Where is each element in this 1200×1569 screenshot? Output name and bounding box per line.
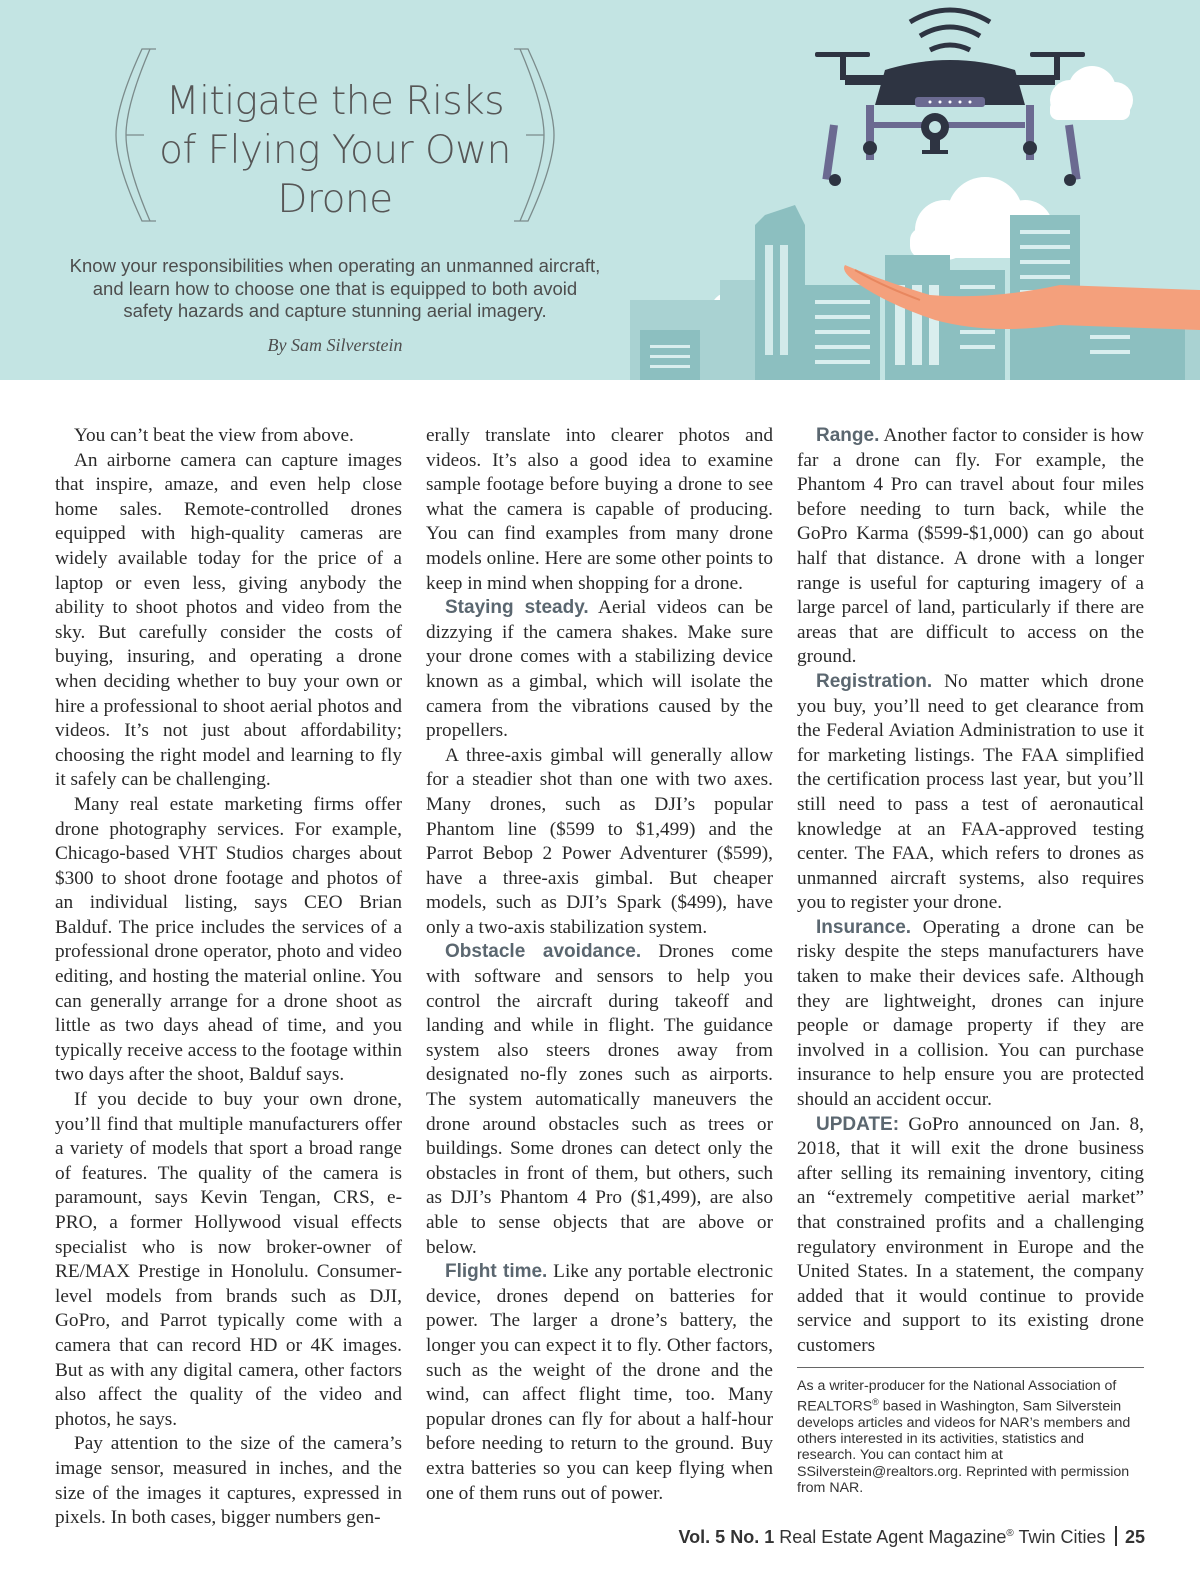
run-in-heading: Staying steady. [445, 597, 589, 619]
paragraph: If you decide to buy your own drone, you’ll find that multiple manufacturers offer a variety of models that sport a broad range of features. The quality of the camera is paramount, says Kevin Tengan, CRS, e-PRO, a former Hollywood visual effects specialist who is now broker-owner of RE/MAX Prestige in Honolulu. Consumer-level models from brands such as DJI, GoPro, and Parrot typically come with a camera that can record HD or 4K images. But as with any digital camera, other factors also affect the quality of the video and photos, he says. [55, 1089, 402, 1430]
bio-text: based in Washington, Sam Silverstein develops articles and videos for NAR’s members and others interested in its activities, statistics and research. You can contact him at SSilverstein@realtors.org. Reprinted with permission from NAR. [797, 1398, 1131, 1497]
article-column-2 [426, 424, 773, 1506]
article-column-1 [55, 424, 402, 1531]
paragraph: An airborne camera can capture images that inspire, amaze, and even help close home sales. Remote-controlled drones equipped with high-quality cameras are widely available today for the price of a laptop or even less, giving anybody the ability to shoot photos and video from the sky. But carefully consider the costs of buying, insuring, and operating a drone when deciding whether to buy your own or hire a professional to shoot aerial photos and videos. It’s not just about affordability; choosing the right model and learning to fly it safely can be challenging. [55, 449, 402, 791]
paragraph: Pay attention to the size of the camera’s image sensor, measured in inches, and the size of the images it captures, expressed in pixels. In both cases, bigger numbers gen- [55, 1433, 402, 1529]
title-line: Drone [277, 177, 393, 222]
registered-mark: ® [1006, 1528, 1014, 1539]
registered-mark: ® [872, 1396, 879, 1407]
footer-divider [1115, 1526, 1117, 1546]
paragraph [426, 1260, 773, 1506]
run-in-heading: Registration. [816, 670, 933, 692]
author-bio [797, 1367, 1144, 1497]
article-title [110, 77, 560, 224]
bio-text: As a writer-producer for the National Association of REALTORS [797, 1377, 1117, 1415]
region-label: Twin Cities [1018, 1527, 1106, 1547]
title-block [110, 45, 560, 225]
run-in-heading: Insurance. [816, 916, 912, 938]
title-line: Mitigate the Risks [165, 79, 505, 124]
paragraph-text: Operating a drone can be risky despite the steps manufacturers have taken to make their devices safe. Although they are lightweight, drones can injure people or damage property if they are involved in a collision. You can purchase insurance to help ensure you are protected should an accident occur. [797, 916, 1144, 1111]
paragraph: You can’t beat the view from above. [74, 425, 354, 446]
volume-label: Vol. 5 No. 1 [678, 1527, 775, 1547]
drone-cityscape-illustration [630, 0, 1200, 380]
paragraph [797, 1113, 1144, 1359]
title-line: of Flying Your Own [159, 128, 511, 173]
article-subtitle [40, 255, 630, 323]
article-column-3 [797, 424, 1144, 1496]
subtitle-line: and learn how to choose one that is equipped to both avoid [92, 277, 578, 299]
paragraph [797, 916, 1144, 1113]
run-in-heading: Flight time. [445, 1261, 548, 1283]
run-in-heading: UPDATE: [816, 1113, 900, 1135]
paragraph-text: Like any portable electronic device, drones depend on batteries for power. The larger a drone’s battery, the longer you can expect it to fly. Other factors, such as the weight of the drone and the wind, can affect flight time, too. Many popular drones can fly for about a half-hour before needing to return to the ground. Buy extra batteries so you can keep flying when one of them runs out of power. [426, 1261, 773, 1504]
paragraph [426, 596, 773, 744]
paragraph-text: Drones come with software and sensors to help you control the aircraft during takeoff and landing and while in flight. The guidance system also steers drones away from designated no-fly zones such as airports. The system automatically maneuvers the drone around obstacles such as trees or buildings. Some drones can detect only the obstacles in front of them, but others, such as DJI’s Phantom 4 Pro ($1,499), are also able to sense objects that are above or below. [426, 941, 773, 1258]
paragraph [426, 940, 773, 1260]
paragraph [797, 670, 1144, 916]
subtitle-line: safety hazards and capture stunning aerial imagery. [123, 300, 547, 321]
run-in-heading: Obstacle avoidance. [445, 941, 642, 963]
paragraph [797, 424, 1144, 670]
byline: By Sam Silverstein [267, 335, 403, 355]
paragraph: Many real estate marketing firms offer drone photography services. For example, Chicago-based VHT Studios charges about $300 to shoot drone footage and photos of an individual listing, says CEO Brian Balduf. The price includes the services of a professional drone operator, photo and video editing, and hosting the material online. You can generally arrange for a drone shoot as little as two days ahead of time, and you typically receive access to the footage within two days after the shoot, Balduf says. [55, 793, 402, 1086]
paragraph-text: Another factor to consider is how far a drone can fly. For example, the Phantom 4 Pro can travel about four miles before needing to turn back, while the GoPro Karma ($599-$1,000) can go about half that distance. A drone with a longer range is useful for capturing imagery of a large parcel of land, particularly if there are areas that are difficult to access on the ground. [797, 425, 1144, 668]
magazine-name: Real Estate Agent Magazine [779, 1527, 1007, 1547]
article-header [0, 0, 1200, 380]
paragraph-text: No matter which drone you buy, you’ll need to get clearance from the Federal Aviation Administration to use it for marketing listings. The FAA simplified the certification process last year, but you’ll still need to pass a test of aeronautical knowledge at an FAA-approved testing center. The FAA, which refers to drones as unmanned aircraft systems, also requires you to register your drone. [797, 670, 1144, 914]
paragraph: A three-axis gimbal will generally allow for a steadier shot than one with two axes. Many drones, such as DJI’s popular Phantom line ($599 to $1,499) and the Parrot Bebop 2 Power Adventurer ($599), have a three-axis gimbal. But cheaper models, such as DJI’s Spark ($499), have only a two-axis stabilization system. [426, 744, 773, 938]
page-footer [679, 1526, 1145, 1548]
paragraph-text: GoPro announced on Jan. 8, 2018, that it will exit the drone business after selling its remaining inventory, citing an “extremely competitive aerial market” that constrained profits and a challenging regulatory environment in Europe and the United States. In a statement, the company added that it would continue to provide service and support to its existing drone customers [797, 1113, 1144, 1356]
paragraph: erally translate into clearer photos and videos. It’s also a good idea to examine sample footage before buying a drone to see what the camera is capable of producing. You can find examples from many drone models online. Here are some other points to keep in mind when shopping for a drone. [426, 425, 773, 594]
paragraph-text: Aerial videos can be dizzying if the camera shakes. Make sure your drone comes with a stabilizing device known as a gimbal, which will isolate the camera from the vibrations caused by the propellers. [426, 597, 773, 742]
subtitle-line: Know your responsibilities when operating an unmanned aircraft, [69, 255, 601, 276]
drone-icon [815, 10, 1085, 186]
run-in-heading: Range. [816, 425, 880, 446]
page-number: 25 [1124, 1527, 1145, 1547]
